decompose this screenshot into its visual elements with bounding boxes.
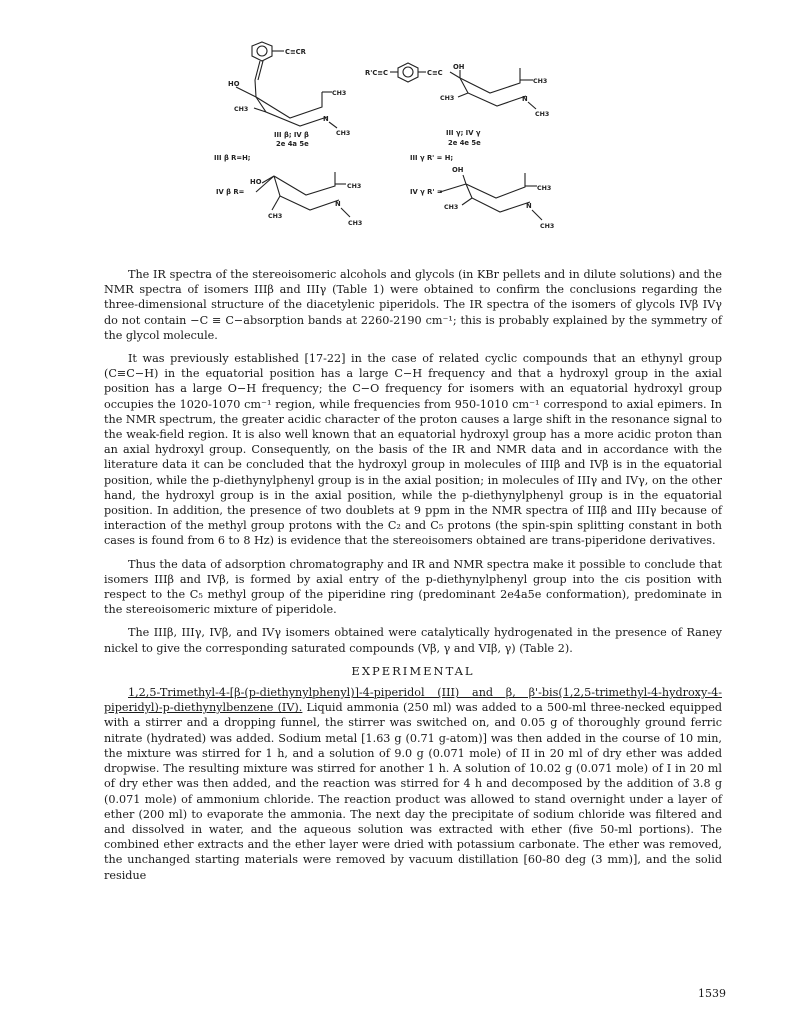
s3-ho: HO	[250, 178, 262, 186]
r-def-left-1: III β R=H;	[214, 154, 251, 162]
paragraph: The IR spectra of the stereoisomeric alcohols and glycols (in KBr pellets and in dilute solutions) and the NMR spectra of isomers IIIβ and IIIγ (Table 1) were obtained to confirm the conclusions regarding the three-dimensional structure of the diacetylenic piperidols. The IR spectra of the isomers of glycols IVβ IVγ do not contain −C ≡ C−absorption bands at 2260-2190 cm⁻¹; this is probably explained by the symmetry of the glycol molecule.	[104, 268, 722, 342]
s1-ho: HO	[228, 80, 240, 88]
r-def-right-1: III γ R' = H;	[410, 154, 454, 162]
s1-label1: III β; IV β	[274, 131, 309, 139]
section-heading: EXPERIMENTAL	[351, 663, 475, 678]
s2-ch3-right: CH3	[533, 78, 548, 85]
structure-iiig-ivg	[365, 63, 549, 147]
s2-link: C≡C	[427, 69, 443, 77]
paragraph: It was previously established [17-22] in the case of related cyclic compounds that an ethynyl group (C≡C−H) in the equatorial position has a large C−H frequency and that a hydroxyl group in the axial position has a large O−H frequency; the C−O frequency for isomers with an equatorial hydroxyl group occupies the 1020-1070 cm⁻¹ region, while frequencies from 950-1010 cm⁻¹ correspond to axial epimers. In the NMR spectrum, the greater acidic character of the proton causes a large shift in the resonance signal to the weak-field region. It is also well known that an equatorial hydroxyl group has a more acidic proton than an axial hydroxyl group. Consequently, on the basis of the IR and NMR data and in accordance with the literature data it can be concluded that the hydroxyl group in molecules of IIIβ and IVβ is in the equatorial position, while the p-diethynylphenyl group is in the axial position; in molecules of IIIγ and IVγ, on the other hand, the hydroxyl group is in the axial position, while the p-diethynylphenyl group is in the equatorial position. In addition, the presence of two doublets at 9 ppm in the NMR spectra of IIIβ and IIIγ because of interaction of the methyl group protons with the C₂ and C₅ protons (the spin-spin splitting constant in both cases is found from 6 to 8 Hz) is evidence that the stereoisomers obtained are trans-piperidone derivatives.	[104, 352, 722, 548]
structure-iiib-ivb	[228, 42, 350, 148]
s3-n-ch3: CH3	[348, 220, 363, 227]
s1-label2: 2e 4a 5e	[276, 140, 309, 148]
s2-n-ch3: CH3	[535, 111, 550, 118]
paragraph: Thus the data of adsorption chromatography and IR and NMR spectra make it possible to conclude that isomers IIIβ and IVβ, is formed by axial entry of the p-diethynylphenyl group into the cis position with respect to the C₅ methyl group of the piperidine ring (predominant 2e4a5e conformation), predominate in the stereoisomeric mixture of piperidole.	[104, 557, 722, 617]
s2-label1: III γ; IV γ	[446, 129, 481, 137]
structure-ivb-r	[250, 172, 362, 227]
s4-n-ch3: CH3	[540, 223, 555, 230]
s4-ch3-right: CH3	[537, 185, 552, 192]
s2-label2: 2e 4e 5e	[448, 139, 481, 147]
s2-substituent: R'C≡C	[365, 69, 388, 77]
page-number: 1539	[698, 987, 726, 1000]
experimental-body: Liquid ammonia (250 ml) was added to a 500-ml three-necked equipped with a stirrer and a dropping funnel, the stirrer was switched on, and 0.05 g of thoroughly ground ferric nitrate (hydrated) was added. Sodium metal [1.63 g (0.71 g-atom)] was then added in the course of 10 min, the mixture was stirred for 1 h, and a solution of 9.0 g (0.071 mole) of II in 20 ml of dry ether was added dropwise. The resulting mixture was stirred for another 1 h. A solution of 10.02 g (0.071 mole) of I in 20 ml of dry ether was then added, and the reaction was stirred for 4 h and decomposed by the addition of 3.8 g (0.071 mole) of ammonium chloride. The reaction product was allowed to stand overnight under a layer of ether (200 ml) to evaporate the ammonia. The next day the precipitate of sodium chloride was filtered and and dissolved in water, and the aqueous solution was extracted with ether (five 50-ml portions). The combined ether extracts and the ether layer were dried with potassium carbonate. The ether was removed, the unchanged starting materials were removed by vacuum distillation [60-80 deg (3 mm)], and the solid residue	[104, 701, 722, 882]
s2-oh: OH	[453, 63, 465, 71]
s4-ch3-left: CH3	[444, 204, 459, 211]
s1-n: N	[323, 115, 329, 123]
s1-n-ch3: CH3	[336, 130, 351, 137]
structure-ivg-r	[440, 166, 554, 230]
experimental-paragraph	[104, 685, 722, 883]
s1-substituent: C≡CR	[285, 48, 306, 56]
r-def-right-2: IV γ R' =	[410, 188, 443, 196]
s2-ch3-left: CH3	[440, 95, 455, 102]
s3-n: N	[335, 200, 341, 208]
s3-ch3-right: CH3	[347, 183, 362, 190]
body-text	[104, 267, 722, 891]
s4-oh: OH	[452, 166, 464, 174]
chemical-structures-figure	[0, 0, 796, 262]
s2-n: N	[522, 95, 528, 103]
r-def-left-2: IV β R=	[216, 188, 245, 196]
experimental-title: 1,2,5-Trimethyl-4-[β-(p-diethynylphenyl)]-4-piperidol (III) and β, β'-bis(1,2,5-trimethyl-4-hydroxy-4-piperidyl)-p-diethynylbenzene (IV).	[104, 686, 722, 715]
s1-ch3-left: CH3	[234, 106, 249, 113]
s4-n: N	[526, 202, 532, 210]
paragraph: The IIIβ, IIIγ, IVβ, and IVγ isomers obtained were catalytically hydrogenated in the presence of Raney nickel to give the corresponding saturated compounds (Vβ, γ and VIβ, γ) (Table 2).	[104, 626, 722, 655]
s1-ch3-right: CH3	[332, 90, 347, 97]
s3-ch3-left: CH3	[268, 213, 283, 220]
